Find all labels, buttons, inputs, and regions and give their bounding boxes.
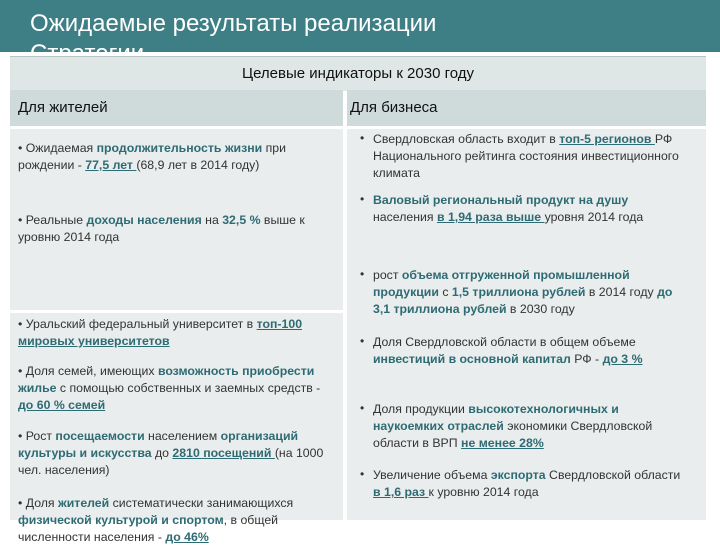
bullet-marker: • <box>360 267 365 281</box>
list-item: • Реальные доходы населения на 32,5 % выше к уровню 2014 года <box>18 213 305 244</box>
list-item: • Доля жителей систематически занимающихся физической культурой и спортом, в общей численности населения - до 46% <box>18 496 294 544</box>
bullet-marker: • <box>360 334 365 348</box>
list-item: рост объема отгруженной промышленной продукции с 1,5 триллиона рублей в 2014 году до 3,1 триллиона рублей в 2030 году <box>373 268 673 316</box>
residents-cell-top <box>10 129 343 310</box>
list-item: Доля продукции высокотехнологичных и наукоемких отраслей экономики Свердловской области в ВРП не менее 28% <box>373 402 653 450</box>
indicators-table <box>10 56 706 544</box>
list-item: • Доля семей, имеющих возможность приобрести жилье с помощью собственных и заемных средств - до 60 % семей <box>18 364 321 412</box>
title-banner <box>0 0 720 52</box>
bullet-marker: • <box>360 467 365 481</box>
column-header-business <box>347 90 706 126</box>
column-header-business-label: Для бизнеса <box>350 99 438 116</box>
list-item: Доля Свердловской области в общем объеме инвестиций в основной капитал РФ - до 3 % <box>373 335 643 366</box>
list-item: Валовый региональный продукт на душу населения в 1,94 раза выше уровня 2014 года <box>373 193 644 224</box>
bullet-marker: • <box>360 401 365 415</box>
column-header-residents <box>10 90 343 126</box>
residents-cell-bottom <box>10 313 343 544</box>
list-item: • Рост посещаемости населением организаций культуры и искусства до 2810 посещений (на 1000 чел. населения) <box>18 429 324 477</box>
list-item: • Уральский федеральный университет в топ-100 мировых университетов <box>18 317 303 348</box>
list-item: • Ожидаемая продолжительность жизни при рождении - 77,5 лет (68,9 лет в 2014 году) <box>18 141 287 172</box>
slide-title-line1: Ожидаемые результаты реализации <box>30 10 437 37</box>
business-cell <box>347 129 706 520</box>
list-item: Увеличение объема экспорта Свердловской области в 1,6 раз к уровню 2014 года <box>373 468 681 499</box>
column-header-residents-label: Для жителей <box>18 99 108 116</box>
bullet-marker: • <box>360 131 365 145</box>
list-item: Свердловская область входит в топ-5 регионов РФ Национального рейтинга состояния инвестиционного климата <box>373 132 679 180</box>
bullet-marker: • <box>360 192 365 206</box>
table-title: Целевые индикаторы к 2030 году <box>10 56 706 91</box>
